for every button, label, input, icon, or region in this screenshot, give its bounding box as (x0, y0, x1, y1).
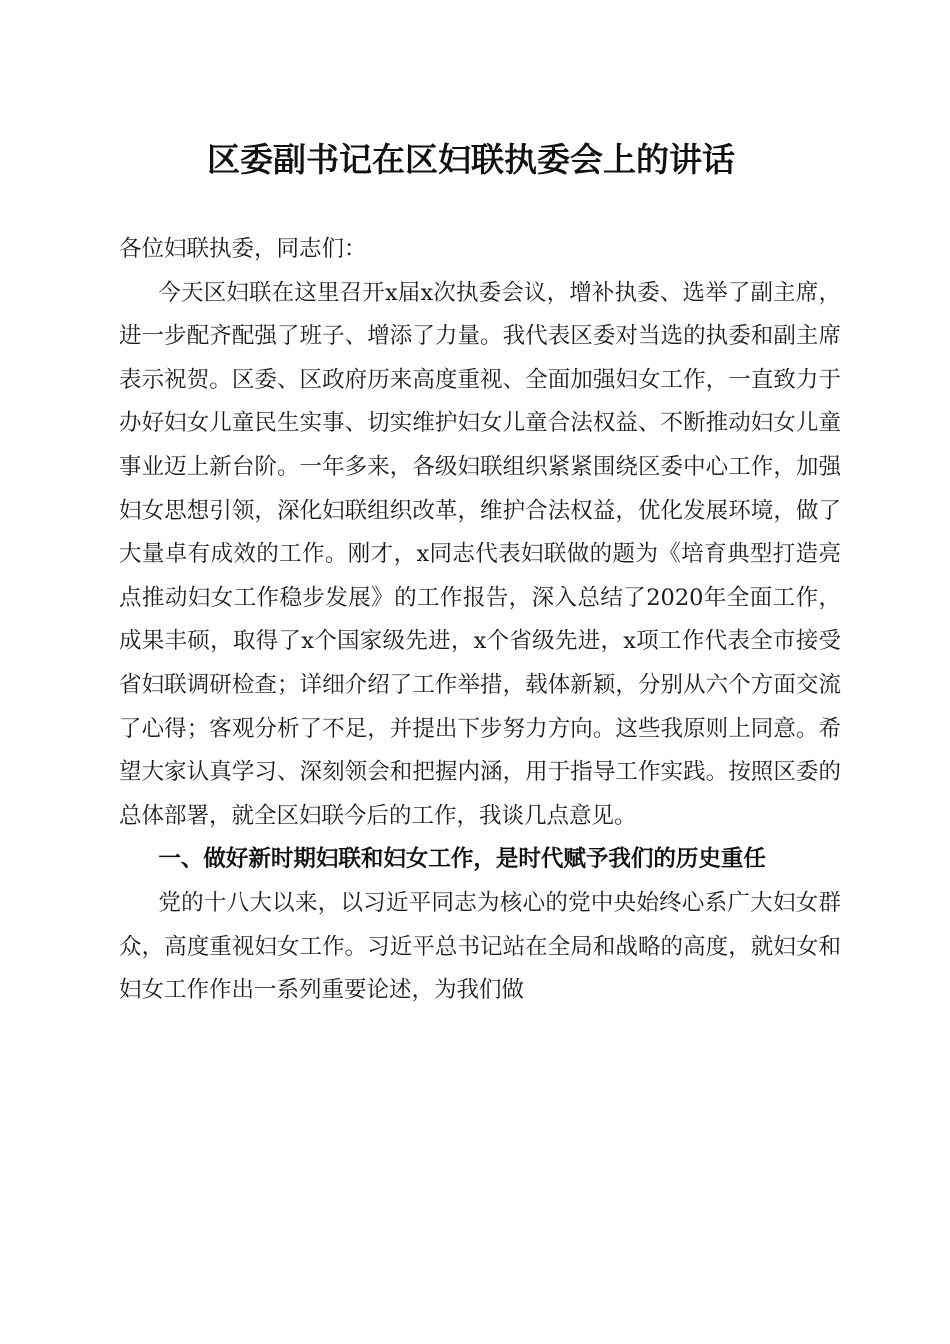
document-body (119, 228, 841, 1013)
document-title: 区委副书记在区妇联执委会上的讲话 (207, 140, 735, 179)
salutation: 各位妇联执委，同志们： (119, 236, 367, 262)
section-heading: 一、做好新时期妇联和妇女工作，是时代赋予我们的历史重任 (158, 846, 766, 873)
paragraph-section-one: 党的十八大以来，以习近平同志为核心的党中央始终心系广大妇女群众，高度重视妇女工作。习近平总书记站在全局和战略的高度，就妇女和妇女工作作出一系列重要论述，为我们做 (119, 889, 841, 1004)
paragraph-opening: 今天区妇联在这里召开x届x次执委会议，增补执委、选举了副主席，进一步配齐配强了班子、增添了力量。我代表区委对当选的执委和副主席表示祝贺。区委、区政府历来高度重视、全面加强妇女工作，一直致力于办好妇女儿童民生实事、切实维护妇女儿童合法权益、不断推动妇女儿童事业迈上新台阶。一年多来，各级妇联组织紧紧围绕区委中心工作，加强妇女思想引领，深化妇联组织改革，维护合法权益，优化发展环境，做了大量卓有成效的工作。刚才，x同志代表妇联做的题为《培育典型打造亮点推动妇女工作稳步发展》的工作报告，深入总结了2020年全面工作，成果丰硕，取得了x个国家级先进，x个省级先进，x项工作代表全市接受省妇联调研检查；详细介绍了工作举措，载体新颖，分别从六个方面交流了心得；客观分析了不足，并提出下步努力方向。这些我原则上同意。希望大家认真学习、深刻领会和把握内涵，用于指导工作实践。按照区委的总体部署，就全区妇联今后的工作，我谈几点意见。 (119, 279, 841, 829)
